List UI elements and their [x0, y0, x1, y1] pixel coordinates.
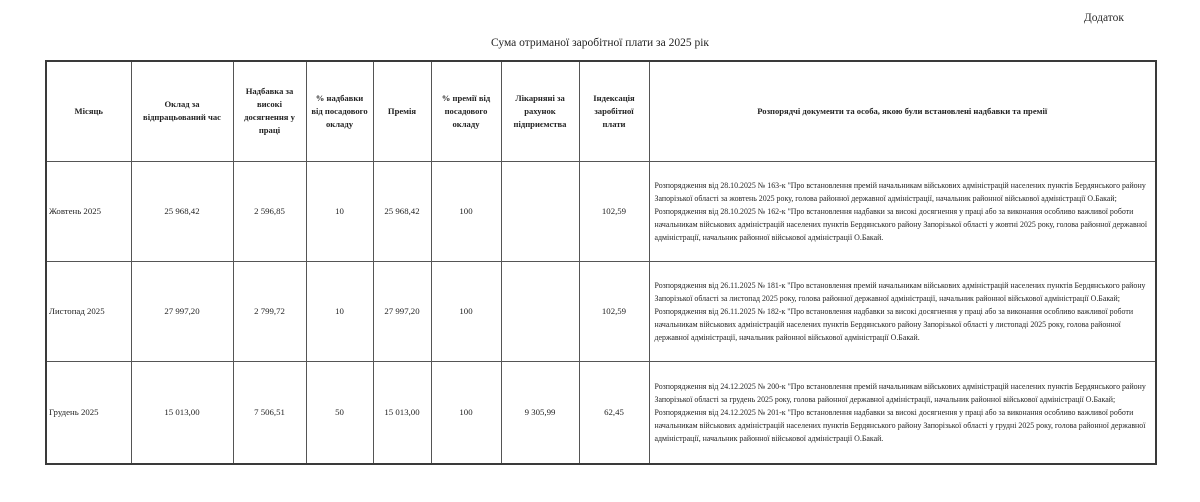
col-header-indexation: Індексація заробітної плати — [579, 61, 649, 161]
cell-salary: 27 997,20 — [131, 261, 233, 361]
cell-salary: 15 013,00 — [131, 361, 233, 464]
col-header-bonus-percent: % надбавки від посадового окладу — [306, 61, 373, 161]
table-row-december — [46, 361, 1156, 464]
col-header-premium: Премія — [373, 61, 431, 161]
cell-bonus-percent: 50 — [306, 361, 373, 464]
col-header-month: Місяць — [46, 61, 131, 161]
cell-bonus-percent: 10 — [306, 261, 373, 361]
table-row-october — [46, 161, 1156, 261]
cell-indexation: 62,45 — [579, 361, 649, 464]
cell-bonus: 2 799,72 — [233, 261, 306, 361]
cell-bonus: 2 596,85 — [233, 161, 306, 261]
cell-premium: 27 997,20 — [373, 261, 431, 361]
cell-premium-percent: 100 — [431, 261, 501, 361]
col-header-bonus: Надбавка за високі досягнення у праці — [233, 61, 306, 161]
cell-bonus-percent: 10 — [306, 161, 373, 261]
cell-sick-pay: 9 305,99 — [501, 361, 579, 464]
col-header-premium-percent: % премії від посадового окладу — [431, 61, 501, 161]
cell-bonus: 7 506,51 — [233, 361, 306, 464]
cell-documents: Розпорядження від 26.11.2025 № 181-к "Про встановлення премій начальникам військових адміністрацій населених пунктів Бердянського району Запорізької області за листопад 2025 року, голова районної державної адміністрації, начальник районної військової адміністрації О.Бакай; Розпорядження від 26.11.2025 № 182-к "Про встановлення надбавки за високі досягнення у праці або за виконання особливо важливої роботи начальникам військових адміністрацій населених пунктів Бердянського району Запорізької області у листопаді 2025 року, голова районної державної адміністрації, начальник районної військової адміністрації О.Бакай. — [649, 261, 1156, 361]
cell-premium: 15 013,00 — [373, 361, 431, 464]
salary-table — [45, 60, 1157, 465]
table-row-november — [46, 261, 1156, 361]
col-header-sick-pay: Лікарняні за рахунок підприємства — [501, 61, 579, 161]
cell-month: Грудень 2025 — [46, 361, 131, 464]
table-header-row — [46, 61, 1156, 161]
col-header-documents: Розпорядчі документи та особа, якою були встановлені надбавки та премії — [649, 61, 1156, 161]
cell-month: Листопад 2025 — [46, 261, 131, 361]
cell-indexation: 102,59 — [579, 261, 649, 361]
cell-documents: Розпорядження від 28.10.2025 № 163-к "Про встановлення премій начальникам військових адміністрацій населених пунктів Бердянського району Запорізької області за жовтень 2025 року, голова районної державної адміністрації, начальник районної військової адміністрації О.Бакай; Розпорядження від 28.10.2025 № 162-к "Про встановлення надбавки за високі досягнення у праці або за виконання особливо важливої роботи начальникам військових адміністрацій населених пунктів Бердянського району Запорізької області у жовтні 2025 року, голова районної державної адміністрації, начальник районної військової адміністрації О.Бакай. — [649, 161, 1156, 261]
cell-salary: 25 968,42 — [131, 161, 233, 261]
appendix-label: Додаток — [1083, 12, 1124, 24]
page-title: Сума отриманої заробітної плати за 2025 рік — [491, 37, 709, 49]
cell-sick-pay — [501, 261, 579, 361]
cell-indexation: 102,59 — [579, 161, 649, 261]
cell-premium-percent: 100 — [431, 361, 501, 464]
cell-premium: 25 968,42 — [373, 161, 431, 261]
cell-sick-pay — [501, 161, 579, 261]
cell-month: Жовтень 2025 — [46, 161, 131, 261]
col-header-salary: Оклад за відпрацьований час — [131, 61, 233, 161]
cell-premium-percent: 100 — [431, 161, 501, 261]
cell-documents: Розпорядження від 24.12.2025 № 200-к "Про встановлення премій начальникам військових адміністрацій населених пунктів Бердянського району Запорізької області за грудень 2025 року, голова районної державної адміністрації, начальник районної військової адміністрації О.Бакай; Розпорядження від 24.12.2025 № 201-к "Про встановлення надбавки за високі досягнення у праці або за виконання особливо важливої роботи начальникам військових адміністрацій населених пунктів Бердянського району Запорізької області у грудні 2025 року, голова районної державної адміністрації, начальник районної військової адміністрації О.Бакай. — [649, 361, 1156, 464]
